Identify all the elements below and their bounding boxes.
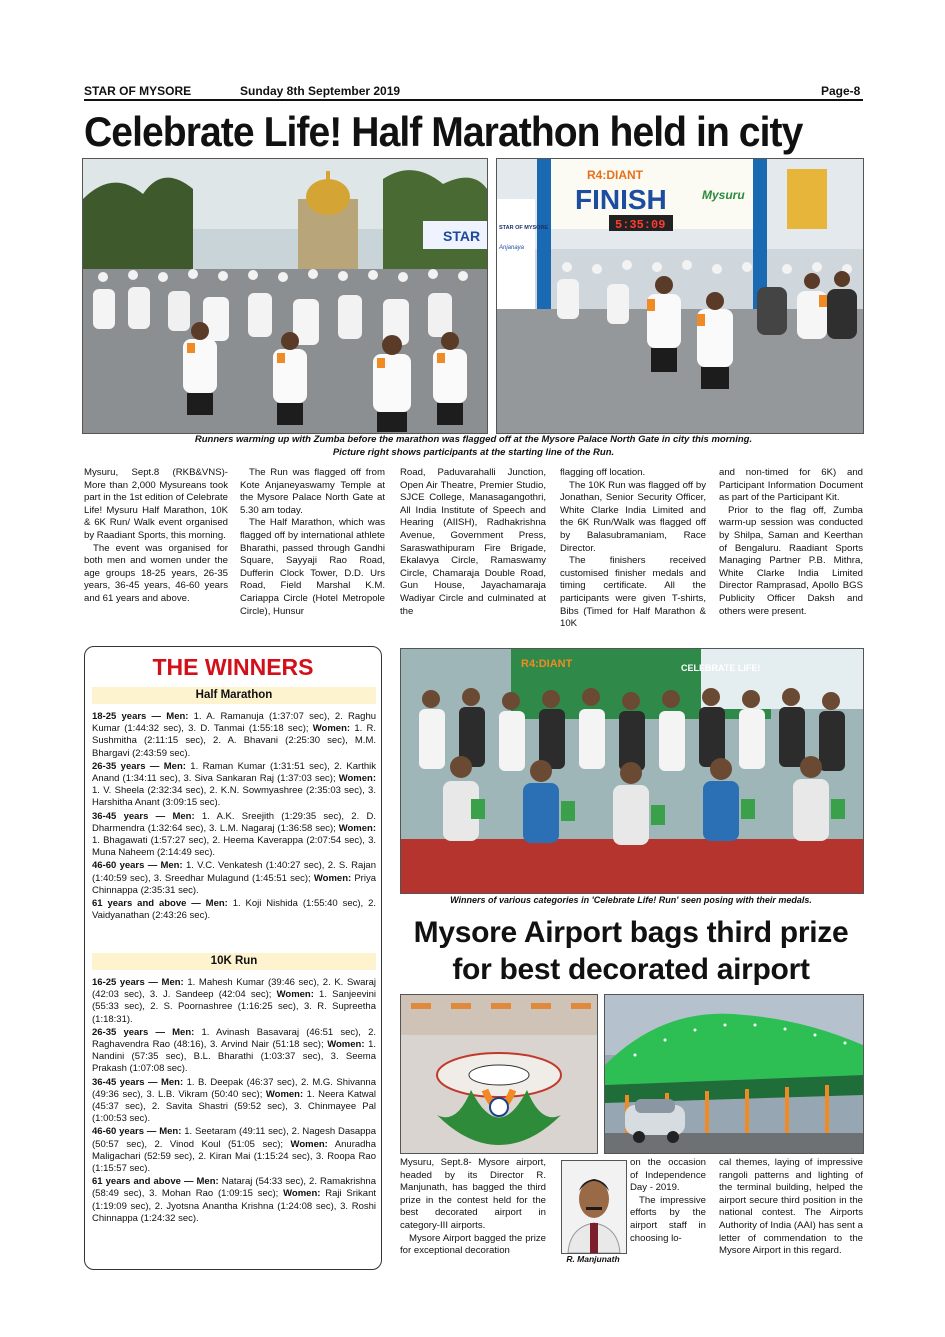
airport-headline <box>398 914 864 988</box>
photo-winners-group <box>400 648 864 894</box>
photo-zumba-warmup <box>82 158 488 434</box>
winners-title: THE WINNERS <box>152 654 314 680</box>
result-entry: 16-25 years — Men: 1. Mahesh Kumar (39:46 sec), 2. K. Swaraj (42:03 sec), 3. J. Sandeep (42:04 sec); Women: 1. Sanjeevini (55:33 sec), 2. S. Poornashree (1:16:25 sec), 3. R. Supreetha (1:18:31). <box>92 977 376 1025</box>
result-entry: 36-45 years — Men: 1. A.K. Sreejith (1:29:35 sec), 2. D. Dharmendra (1:32:64 sec), 3. L.M. Nagaraj (1:36:58 sec); Women: 1. Bhagawati (1:57:27 sec), 2. Heema Kaverappa (2:07:54 sec), 3. Muna Naheem (2:14:49 sec). <box>92 810 376 859</box>
article-column-1 <box>84 467 228 606</box>
article-paragraph: Mysore Airport bagged the prize for exceptional decoration <box>400 1232 546 1257</box>
airport-column-1 <box>400 1157 546 1258</box>
result-entry: 61 years and above — Men: 1. Koji Nishida (1:55:40 sec), 2. Vaidyanathan (2:43:26 sec). <box>92 898 377 922</box>
article-paragraph: The impressive efforts by the airport staff in choosing lo- <box>630 1194 706 1244</box>
result-entry: 26-35 years — Men: 1. Raman Kumar (1:31:51 sec), 2. Karthik Anand (1:34:11 sec), 3. Siva Sankaran Raj (1:37:03 sec); Women: 1. V. Sheela (2:32:34 sec), 2. K.N. Sowmyashree (2:35:03 sec), 3. Harshitha Anant (3:09:15 sec). <box>92 760 376 809</box>
result-entry: 36-45 years — Men: 1. B. Deepak (46:37 sec), 2. M.G. Shivanna (49:36 sec), 3. L.B. Vikram (50:40 sec); Women: 1. Neera Katwal (45:37 sec), 2. Savita Shastri (59:52 sec), 3. Chinmayee Pal (1:00:53 sec). <box>92 1076 377 1125</box>
paper-name: STAR OF MYSORE <box>84 84 192 98</box>
airport-column-2 <box>630 1157 706 1245</box>
arch-brand: R4:DIANT <box>587 168 643 182</box>
article-paragraph: The Half Marathon, which was flagged off by international athlete Bharathi, passed through Gandhi Square, Sayyaji Rao Road, Dufferin Clock Tower, D.D. Urs Road, Field Marshal K.M. Cariappa Circle (Hotel Metropole Circle), Hunsur <box>240 517 385 617</box>
airport-column-3 <box>719 1157 863 1258</box>
side-banner-2: Anjanaya <box>499 245 525 251</box>
side-banner-1: STAR OF MYSORE <box>499 225 549 231</box>
article-column-3 <box>400 467 546 618</box>
main-headline: Celebrate Life! Half Marathon held in city <box>84 108 803 155</box>
article-paragraph: Mysuru, Sept.8 (RKB&VNS)- More than 2,000 Mysureans took part in the 1st edition of Celebrate Life! Mysuru Half Marathon, 10K & 6K Run/ Walk event organised by Raadiant Sports, this morning. <box>84 467 228 541</box>
result-entry: 18-25 years — Men: 1. A. Ramanuja (1:37:07 sec), 2. Raghu Kumar (1:44:32 sec), 3. D. Tanmai (1:55:18 sec); Women: 1. R. Sushmitha (2:11:15 sec), 2. A. Bhavani (2:25:30 sec), M.M. Bhargavi (2:43:59 sec). <box>92 711 377 759</box>
issue-date: Sunday 8th September 2019 <box>240 84 401 98</box>
group-banner-brand: R4:DIANT <box>521 658 573 670</box>
article-column-5 <box>719 467 863 618</box>
race-clock: 5:35:09 <box>615 218 666 232</box>
photo-r-manjunath <box>561 1160 627 1254</box>
top-caption-line-2: Picture right shows participants at the starting line of the Run. <box>332 447 615 458</box>
article-paragraph: and non-timed for 6K) and Participant Information Document as part of the Participant Kit. <box>719 467 863 504</box>
airport-headline-line-2: for best decorated airport <box>452 953 810 986</box>
photo-finish-line <box>496 158 864 434</box>
mug-caption: R. Manjunath <box>566 1254 620 1264</box>
photo-airport-terminal <box>604 994 864 1154</box>
article-paragraph: on the occasion of Independence Day - 2019. <box>630 1157 706 1194</box>
article-paragraph: The finishers received customised finisher medals and timing certificate. All the participants were given T-shirts, Bibs (Timed for Half Marathon & 10K <box>560 555 706 630</box>
article-paragraph: The Run was flagged off from Kote Anjaneyaswamy Temple at the Mysore Palace North Gate at 5.30 am today. <box>240 467 385 516</box>
tenk-results <box>92 977 376 1226</box>
group-photo-caption: Winners of various categories in 'Celebrate Life! Run' seen posing with their medals. <box>450 895 812 905</box>
result-entry: 46-60 years — Men: 1. Seetaram (49:11 sec), 2. Nagesh Dasappa (50:57 sec), 2. Vinod Koul (51:05 sec); Women: Anuradha Maligachari (52:59 sec), 2. Kiran Mai (1:15:24 sec), 3. Roopa Rao (1:15:57 sec). <box>92 1126 376 1175</box>
tenk-band: 10K Run <box>92 953 376 970</box>
article-paragraph: Mysuru, Sept.8- Mysore airport, headed by its Director R. Manjunath, has bagged the third prize in the contest held for the best decorated airport in category-III airports. <box>400 1157 546 1231</box>
article-paragraph: The 10K Run was flagged off by Jonathan, Senior Security Officer, White Clarke India Limited and the 6K Run/Walk was flagged off by Balasubramaniam, Race Director. <box>560 479 706 554</box>
start-sign-text: STAR <box>443 228 481 244</box>
article-paragraph: The event was organised for both men and women under the age groups 18-25 years, 26-35 years, 36-45 years, 46-60 years and 61 years and above. <box>84 542 228 604</box>
header-rule <box>84 99 863 101</box>
arch-event-name: Mysuru <box>702 188 745 202</box>
result-entry: 46-60 years — Men: 1. V.C. Venkatesh (1:40:27 sec), 2. S. Rajan (1:40:59 sec), 3. Sreedhar Mulagund (1:45:51 sec); Women: Priya Chinnappa (2:35:31 sec). <box>92 860 376 896</box>
article-paragraph: Prior to the flag off, Zumba warm-up session was conducted by Shilpa, Saman and Keerthan of Bengaluru. Raadiant Sports Managing Partner P.B. Mithra, White Clarke India Limited Director Ramprasad, Apollo BGS Publicity Officer Daksh and others were present. <box>719 504 863 617</box>
page-number: Page-8 <box>821 84 861 98</box>
arch-finish-word: FINISH <box>575 184 667 215</box>
top-caption-line-1: Runners warming up with Zumba before the marathon was flagged off at the Mysore Palace North Gate in city this morning. <box>194 434 753 445</box>
article-column-4 <box>560 467 706 631</box>
photo-airport-rangoli <box>400 994 598 1154</box>
airport-headline-line-1: Mysore Airport bags third prize <box>413 916 849 949</box>
half-marathon-band: Half Marathon <box>92 687 376 704</box>
article-column-2 <box>240 467 385 618</box>
article-paragraph: flagging off location. <box>560 467 646 478</box>
article-paragraph: Road, Paduvarahalli Junction, Open Air Theatre, Premier Studio, SJCE College, Manasagangothri, All India Institute of Speech and Hearing (AIISH), Radhakrishna Avenue, Government Press, Saraswathipuram Fire Brigade, Ekalavya Circle, Ramaswamy Circle, Chamaraja Double Road, Gun House, Jayachamaraja Wadiyar Circle and culminated at the <box>400 467 546 617</box>
result-entry: 61 years and above — Men: Nataraj (54:33 sec), 2. Ramakrishna (58:49 sec), 3. Mohan Rao (1:09:15 sec); Women: Raji Srikant (1:19:09 sec), 2. Jyotsna Anantha Krishna (1:24:08 sec), 3. Roshi Chinnappa (1:24:32 sec). <box>92 1176 376 1224</box>
result-entry: 26-35 years — Men: 1. Avinash Basavaraj (46:51 sec), 2. Raghavendra Rao (48:16), 3. Arvind Nair (51:18 sec); Women: 1. Nandini (57:35 sec), B.L. Bharathi (1:03:37 sec), 3. Seema Prakash (1:07:08 sec). <box>92 1026 377 1075</box>
group-banner-text: CELEBRATE LIFE! <box>681 663 761 673</box>
half-marathon-results <box>92 711 376 923</box>
article-paragraph: cal themes, laying of impressive rangoli patterns and lighting of the terminal building, helped the airport secure third position in the national contest. The Airports Authority of India (AAI) has sent a letter of commendation to the Mysore Airport in this regard. <box>719 1157 863 1257</box>
